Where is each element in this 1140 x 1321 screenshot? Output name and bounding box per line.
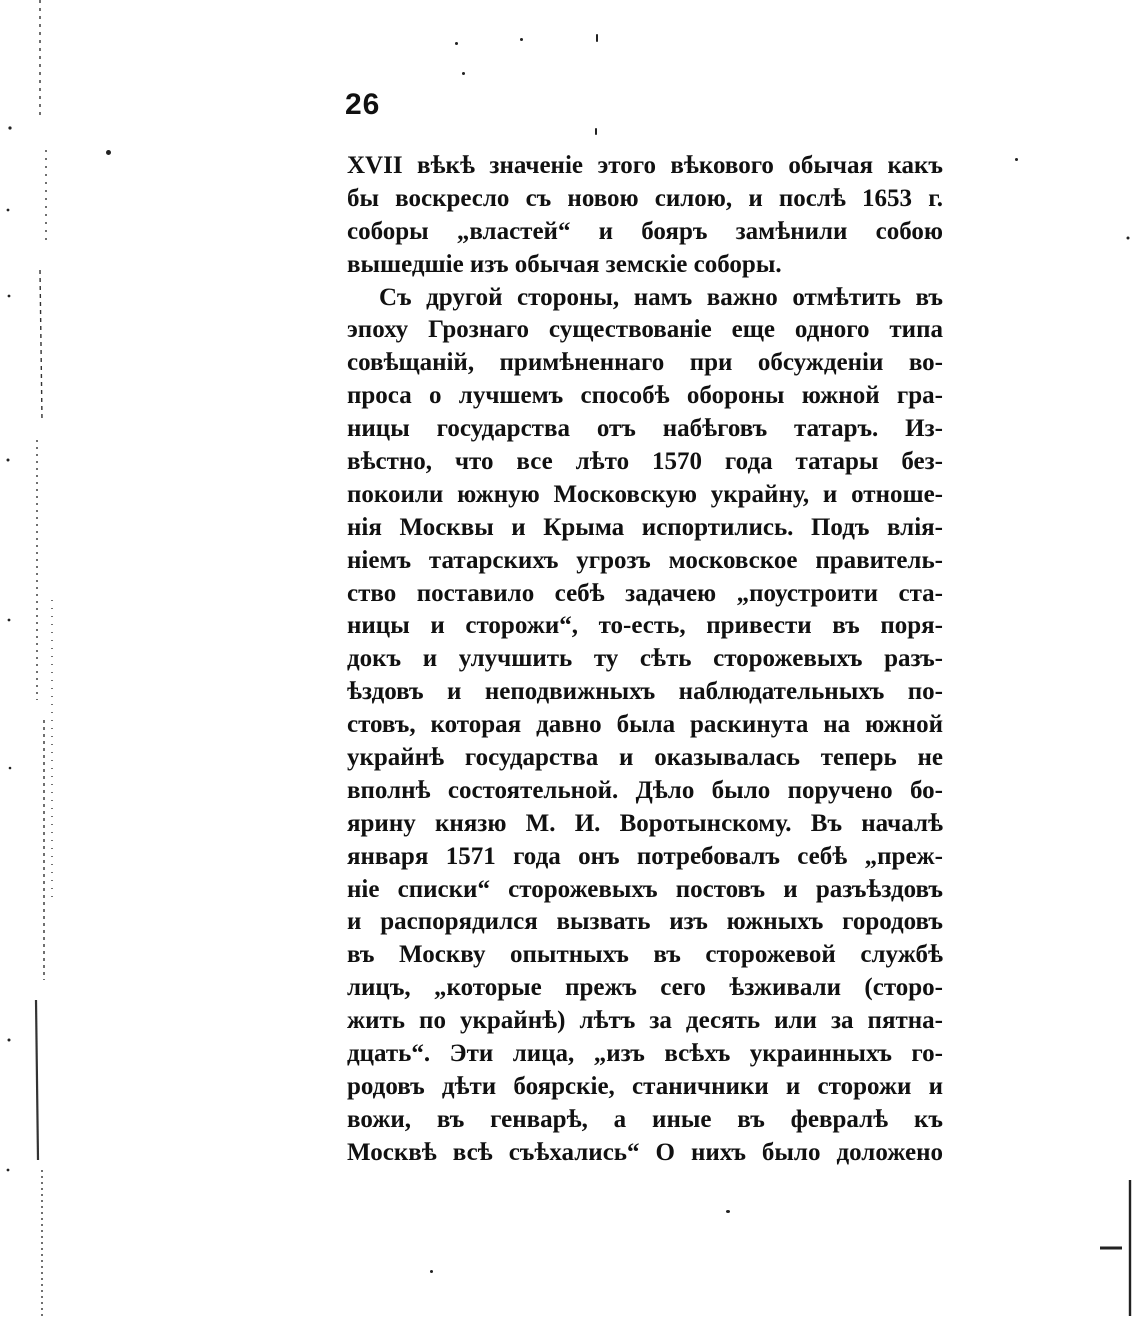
text-line: дцать“. Эти лица, „изъ всѣхъ украинныхъ го- xyxy=(347,1040,943,1068)
text-line: жить по украйнѣ) лѣтъ за десять или за пятна- xyxy=(347,1007,943,1035)
text-line: совѣщаній, примѣненнаго при обсужденіи во- xyxy=(347,349,943,377)
text-line: вышедшіе изъ обычая земскіе соборы. xyxy=(347,250,782,278)
scan-edge-left xyxy=(0,0,62,1316)
text-line: XVII вѣкѣ значеніе этого вѣкового обычая какъ xyxy=(347,152,943,179)
text-line: Съ другой стороны, намъ важно отмѣтить въ xyxy=(379,283,943,311)
text-line: Москвѣ всѣ съѣхались“ О нихъ было доложено xyxy=(347,1138,943,1166)
scan-speck xyxy=(726,1210,730,1213)
scan-speck xyxy=(106,150,111,155)
text-line: ніе списки“ сторожевыхъ постовъ и разъѣздовъ xyxy=(347,875,943,903)
text-line: января 1571 года онъ потребовалъ себѣ „преж- xyxy=(347,842,943,870)
scan-speck xyxy=(520,38,523,41)
scan-speck xyxy=(430,1270,433,1273)
text-line: стовъ, которая давно была раскинута на южной xyxy=(347,711,943,739)
text-line: соборы „властей“ и бояръ замѣнили собою xyxy=(347,217,943,245)
text-line: бы воскресло съ новою силою, и послѣ 1653 г. xyxy=(347,184,943,212)
text-line: эпоху Грознаго существованіе еще одного типа xyxy=(347,316,943,344)
text-line: ство поставило себѣ задачею „поустроити ста- xyxy=(347,579,943,607)
text-line: въ Москву опытныхъ въ сторожевой службѣ xyxy=(347,941,943,969)
text-line: вѣстно, что все лѣто 1570 года татары без- xyxy=(347,448,943,476)
scan-speck xyxy=(455,42,458,45)
text-line: лицъ, „которые прежъ сего ѣзживали (сторо- xyxy=(347,974,943,1002)
text-line: проса о лучшемъ способѣ обороны южной гра- xyxy=(347,382,943,410)
text-line: ѣздовъ и неподвижныхъ наблюдательныхъ по- xyxy=(347,678,943,706)
text-line: ницы и сторожи“, то-есть, привести въ поря- xyxy=(347,612,943,640)
text-line: украйнѣ государства и оказывалась теперь не xyxy=(347,744,943,772)
scan-speck xyxy=(596,34,598,42)
text-line: ницы государства отъ набѣговъ татаръ. Из- xyxy=(347,415,943,443)
scan-speck xyxy=(462,72,465,75)
scan-speck xyxy=(1015,158,1018,161)
page-number: 26 xyxy=(345,88,381,121)
text-line: докъ и улучшить ту сѣть сторожевыхъ разъ- xyxy=(347,645,943,673)
text-line: и распорядился вызвать изъ южныхъ городовъ xyxy=(347,908,943,936)
text-line: родовъ дѣти боярскіе, станичники и сторожи и xyxy=(347,1072,943,1100)
scan-edge-right xyxy=(1100,0,1140,1316)
text-line: ярину князю М. И. Воротынскому. Въ началѣ xyxy=(347,809,943,837)
text-line: вожи, въ генварѣ, а иные въ февралѣ къ xyxy=(347,1105,943,1133)
text-line: вполнѣ состоятельной. Дѣло было поручено бо- xyxy=(347,776,943,804)
paragraph xyxy=(347,282,943,1170)
scan-speck xyxy=(595,128,597,135)
text-line: покоили южную Московскую украйну, и отноше- xyxy=(347,480,943,508)
text-line: ніемъ татарскихъ угрозъ московское правитель- xyxy=(347,546,943,574)
body-text xyxy=(347,150,943,1170)
paragraph xyxy=(347,150,943,282)
text-line: нія Москвы и Крыма испортились. Подъ влія- xyxy=(347,513,943,541)
